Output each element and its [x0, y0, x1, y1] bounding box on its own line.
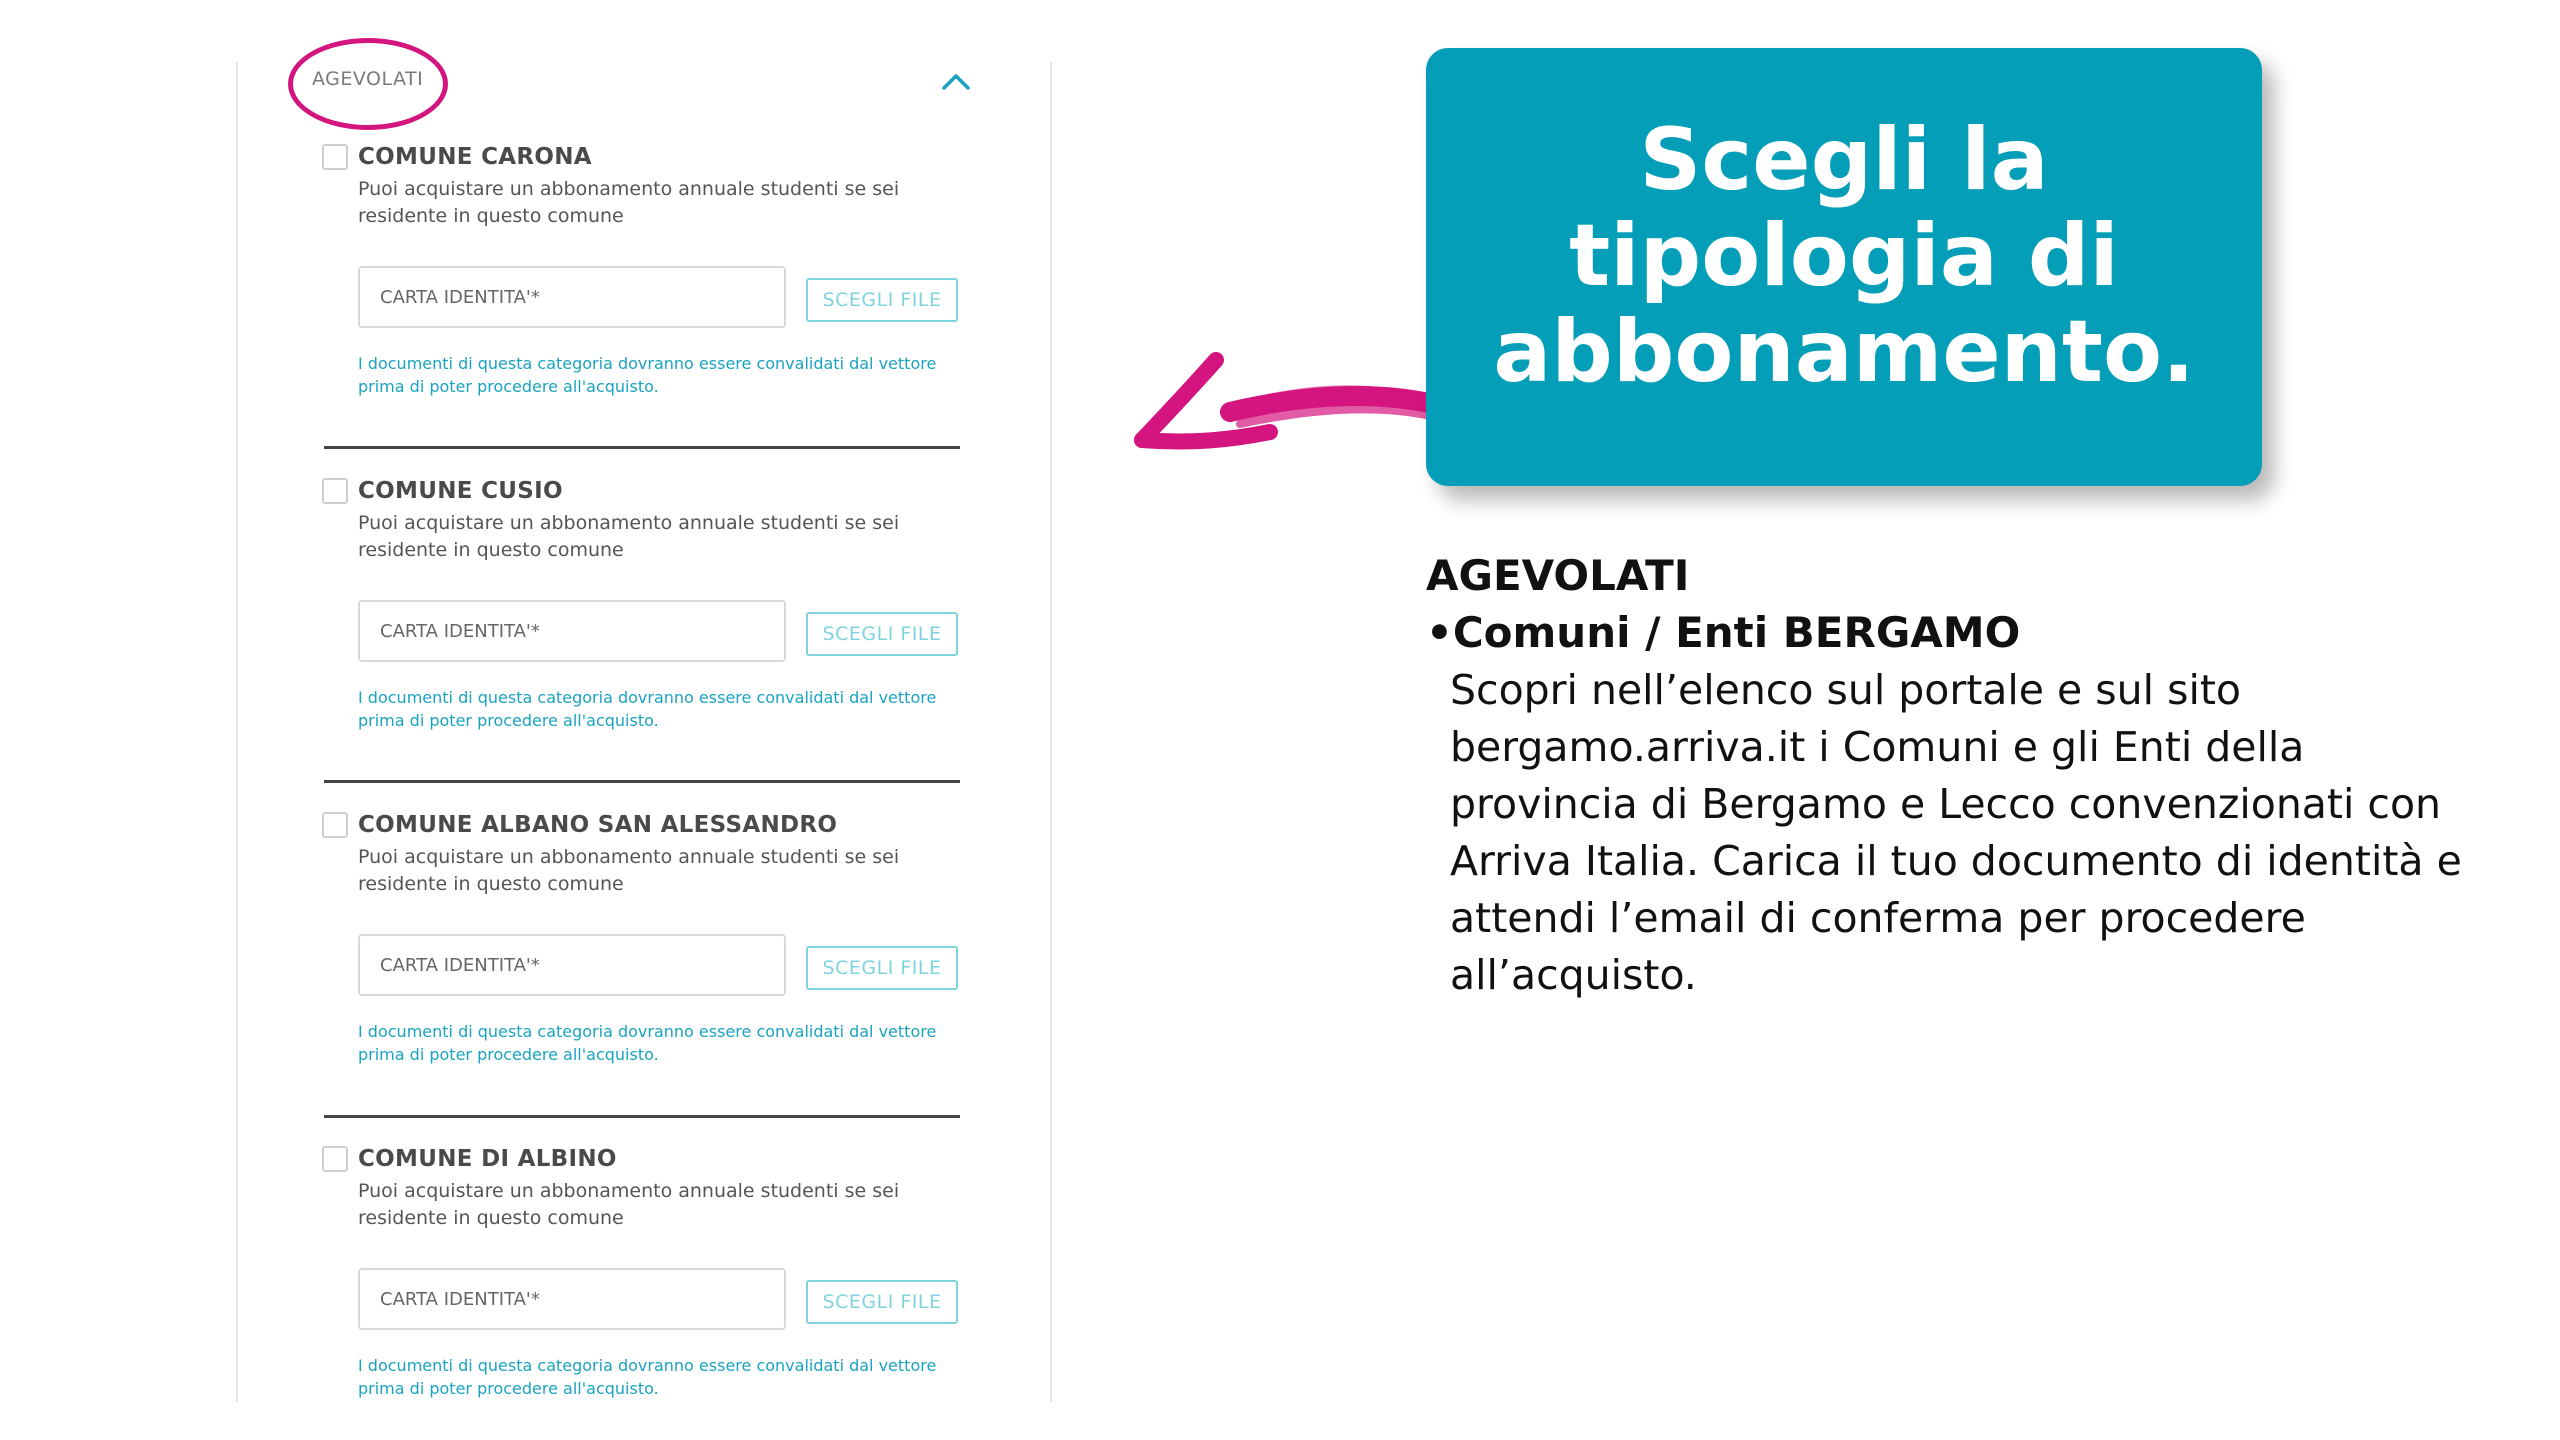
- id-card-file-field[interactable]: [358, 934, 786, 996]
- file-field-label: CARTA IDENTITA'*: [380, 621, 540, 642]
- item-note: I documenti di questa categoria dovranno essere convalidati dal vettore prima di poter procedere all'acquisto.: [358, 1022, 937, 1064]
- item-description: Puoi acquistare un abbonamento annuale studenti se sei residente in questo comune: [358, 1180, 900, 1229]
- callout-line: Scegli la: [1639, 110, 2049, 210]
- item-title: COMUNE CUSIO: [358, 478, 563, 504]
- choose-file-button[interactable]: SCEGLI FILE: [806, 612, 958, 656]
- callout-line: abbonamento.: [1493, 302, 2195, 402]
- divider: [324, 780, 960, 783]
- item-title: COMUNE DI ALBINO: [358, 1146, 617, 1172]
- id-card-file-field[interactable]: [358, 1268, 786, 1330]
- file-field-label: CARTA IDENTITA'*: [380, 955, 540, 976]
- callout-card: [1426, 48, 2262, 486]
- item-description: Puoi acquistare un abbonamento annuale studenti se sei residente in questo comune: [358, 846, 900, 895]
- choose-file-button[interactable]: SCEGLI FILE: [806, 278, 958, 322]
- file-field-label: CARTA IDENTITA'*: [380, 1289, 540, 1310]
- choose-file-button[interactable]: SCEGLI FILE: [806, 946, 958, 990]
- item-note: I documenti di questa categoria dovranno essere convalidati dal vettore prima di poter procedere all'acquisto.: [358, 688, 937, 730]
- divider: [324, 1115, 960, 1118]
- bullet-title: Comuni / Enti BERGAMO: [1452, 608, 2021, 657]
- divider: [324, 446, 960, 449]
- chevron-up-icon[interactable]: [938, 66, 974, 96]
- id-card-file-field[interactable]: [358, 600, 786, 662]
- explanation-block: [1426, 548, 2486, 1004]
- subscription-form-panel: [236, 62, 1052, 1402]
- item-checkbox[interactable]: [322, 812, 348, 838]
- callout-line: tipologia di: [1569, 206, 2119, 306]
- item-description: Puoi acquistare un abbonamento annuale studenti se sei residente in questo comune: [358, 178, 900, 227]
- choose-file-button[interactable]: SCEGLI FILE: [806, 1280, 958, 1324]
- item-note: I documenti di questa categoria dovranno essere convalidati dal vettore prima di poter procedere all'acquisto.: [358, 354, 937, 396]
- explanation-bullet: •Comuni / Enti BERGAMO: [1426, 608, 2021, 657]
- section-title[interactable]: AGEVOLATI: [312, 68, 424, 90]
- item-description: Puoi acquistare un abbonamento annuale studenti se sei residente in questo comune: [358, 512, 900, 561]
- item-checkbox[interactable]: [322, 144, 348, 170]
- item-note: I documenti di questa categoria dovranno essere convalidati dal vettore prima di poter procedere all'acquisto.: [358, 1356, 937, 1398]
- item-title: COMUNE ALBANO SAN ALESSANDRO: [358, 812, 838, 838]
- item-title: COMUNE CARONA: [358, 144, 592, 170]
- file-field-label: CARTA IDENTITA'*: [380, 287, 540, 308]
- item-checkbox[interactable]: [322, 1146, 348, 1172]
- explanation-heading: AGEVOLATI: [1426, 551, 1690, 600]
- explanation-body: Scopri nell’elenco sul portale e sul sito bergamo.arriva.it i Comuni e gli Enti della provincia di Bergamo e Lecco convenzionati con Arriva Italia. Carica il tuo documento di identità e attendi l’email di conferma per procedere all’acquisto.: [1450, 666, 2462, 999]
- callout-title: [1426, 112, 2262, 400]
- id-card-file-field[interactable]: [358, 266, 786, 328]
- item-checkbox[interactable]: [322, 478, 348, 504]
